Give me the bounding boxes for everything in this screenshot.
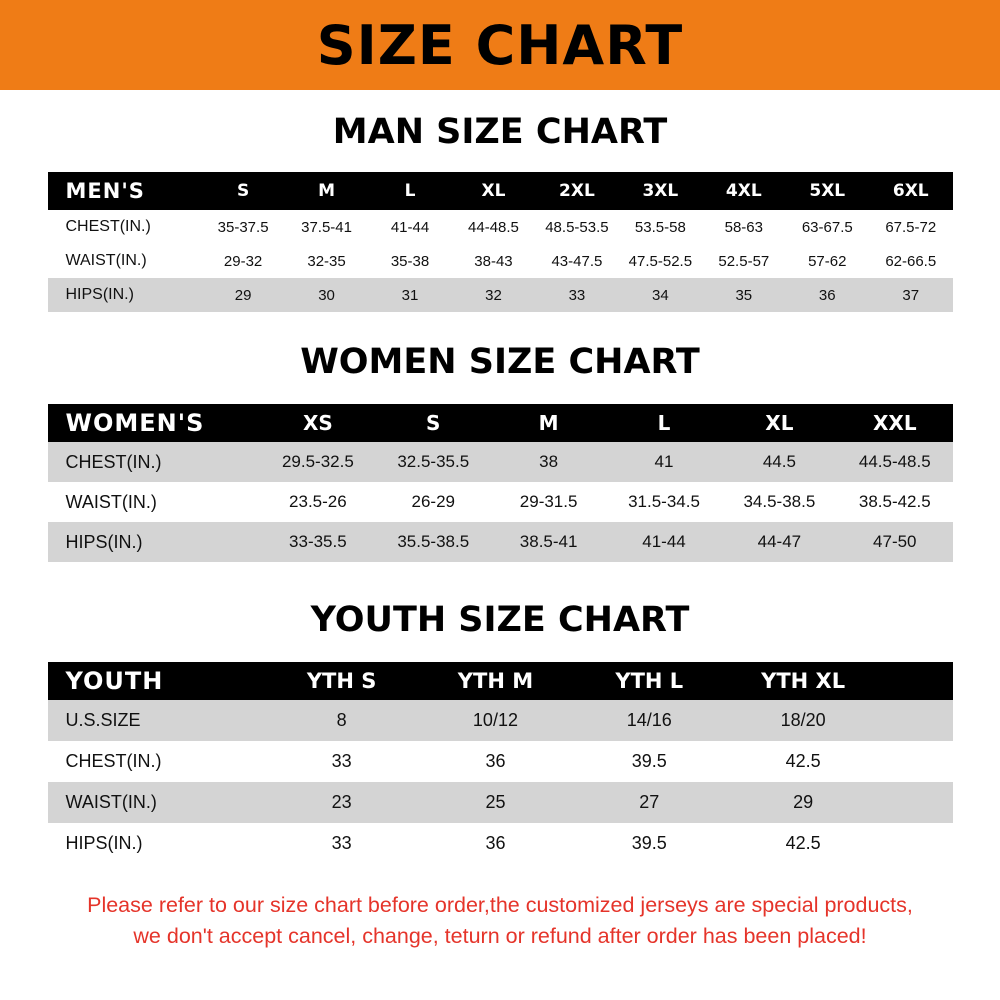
table-cell: 53.5-58 (619, 210, 702, 244)
women-size-table (48, 404, 953, 562)
page-title: SIZE CHART (316, 14, 684, 77)
table-header-row (48, 662, 953, 700)
table-cell: 29.5-32.5 (260, 442, 375, 482)
table-row (48, 210, 953, 244)
table-cell: 33 (535, 278, 618, 312)
youth-table-wrap (48, 662, 953, 864)
table-cell: 29-32 (201, 244, 284, 278)
table-cell: 30 (285, 278, 368, 312)
table-cell: 29 (726, 782, 880, 823)
table-cell-spacer (880, 782, 952, 823)
table-cell: 44.5 (722, 442, 837, 482)
table-cell: 44-47 (722, 522, 837, 562)
table-row (48, 278, 953, 312)
table-cell: 67.5-72 (869, 210, 953, 244)
table-cell-spacer (880, 741, 952, 782)
man-size-table (48, 172, 953, 312)
footer-note-line-2: we don't accept cancel, change, teturn or refund after order has been placed! (133, 923, 867, 948)
women-col-header: M (491, 404, 606, 442)
youth-row-label: WAIST(IN.) (48, 782, 265, 823)
youth-section-title: YOUTH SIZE CHART (310, 600, 690, 640)
man-col-header: M (285, 172, 368, 210)
table-cell: 8 (265, 700, 419, 741)
table-cell: 33-35.5 (260, 522, 375, 562)
women-row-label: HIPS(IN.) (48, 522, 261, 562)
table-cell: 34 (619, 278, 702, 312)
man-col-header: 5XL (786, 172, 869, 210)
table-cell: 32 (452, 278, 535, 312)
table-cell: 36 (786, 278, 869, 312)
women-row-label: CHEST(IN.) (48, 442, 261, 482)
table-row (48, 823, 953, 864)
table-row (48, 482, 953, 522)
man-col-header: 4XL (702, 172, 785, 210)
women-col-header: L (606, 404, 721, 442)
table-cell: 63-67.5 (786, 210, 869, 244)
women-section-title: WOMEN SIZE CHART (300, 342, 700, 382)
table-cell: 38.5-42.5 (837, 482, 952, 522)
man-col-header: XL (452, 172, 535, 210)
man-header-label: MEN'S (48, 172, 202, 210)
footer-note (30, 890, 970, 951)
man-row-label: CHEST(IN.) (48, 210, 202, 244)
man-col-header: S (201, 172, 284, 210)
table-cell: 34.5-38.5 (722, 482, 837, 522)
women-table-wrap (48, 404, 953, 562)
table-cell: 33 (265, 741, 419, 782)
table-cell: 44.5-48.5 (837, 442, 952, 482)
youth-row-label: CHEST(IN.) (48, 741, 265, 782)
table-row (48, 522, 953, 562)
table-cell: 23.5-26 (260, 482, 375, 522)
table-header-row (48, 404, 953, 442)
table-cell: 39.5 (572, 741, 726, 782)
table-cell-spacer (880, 700, 952, 741)
table-cell: 29-31.5 (491, 482, 606, 522)
women-row-label: WAIST(IN.) (48, 482, 261, 522)
youth-col-header: YTH M (419, 662, 573, 700)
table-cell: 62-66.5 (869, 244, 953, 278)
man-row-label: WAIST(IN.) (48, 244, 202, 278)
youth-col-header: YTH XL (726, 662, 880, 700)
table-row (48, 741, 953, 782)
youth-header-label: YOUTH (48, 662, 265, 700)
table-cell: 38 (491, 442, 606, 482)
table-cell-spacer (880, 823, 952, 864)
table-cell: 27 (572, 782, 726, 823)
table-cell: 35-38 (368, 244, 451, 278)
table-row (48, 442, 953, 482)
table-cell: 43-47.5 (535, 244, 618, 278)
table-cell: 42.5 (726, 823, 880, 864)
table-cell: 52.5-57 (702, 244, 785, 278)
man-section-title: MAN SIZE CHART (332, 112, 668, 152)
table-cell: 23 (265, 782, 419, 823)
table-cell: 32.5-35.5 (376, 442, 491, 482)
table-cell: 35.5-38.5 (376, 522, 491, 562)
table-cell: 41-44 (606, 522, 721, 562)
table-cell: 36 (419, 823, 573, 864)
table-cell: 48.5-53.5 (535, 210, 618, 244)
table-cell: 38-43 (452, 244, 535, 278)
youth-col-header: YTH S (265, 662, 419, 700)
table-cell: 37 (869, 278, 953, 312)
women-col-header: XXL (837, 404, 952, 442)
table-cell: 47-50 (837, 522, 952, 562)
women-col-header: XL (722, 404, 837, 442)
page-banner (0, 0, 1000, 90)
table-row (48, 244, 953, 278)
table-cell: 37.5-41 (285, 210, 368, 244)
table-row (48, 782, 953, 823)
table-header-row (48, 172, 953, 210)
table-cell: 32-35 (285, 244, 368, 278)
table-cell: 58-63 (702, 210, 785, 244)
table-cell: 31.5-34.5 (606, 482, 721, 522)
table-cell: 42.5 (726, 741, 880, 782)
man-col-header: 3XL (619, 172, 702, 210)
man-table-wrap (48, 172, 953, 312)
table-cell: 25 (419, 782, 573, 823)
table-cell: 44-48.5 (452, 210, 535, 244)
man-col-header: 6XL (869, 172, 953, 210)
table-cell: 38.5-41 (491, 522, 606, 562)
man-col-header: L (368, 172, 451, 210)
table-cell: 26-29 (376, 482, 491, 522)
table-cell: 47.5-52.5 (619, 244, 702, 278)
table-cell: 33 (265, 823, 419, 864)
footer-note-line-1: Please refer to our size chart before order,the customized jerseys are special products, (87, 893, 913, 917)
youth-col-header-spacer (880, 662, 952, 700)
table-cell: 14/16 (572, 700, 726, 741)
table-cell: 39.5 (572, 823, 726, 864)
youth-col-header: YTH L (572, 662, 726, 700)
youth-size-table (48, 662, 953, 864)
table-cell: 57-62 (786, 244, 869, 278)
table-cell: 35-37.5 (201, 210, 284, 244)
women-col-header: XS (260, 404, 375, 442)
man-row-label: HIPS(IN.) (48, 278, 202, 312)
youth-row-label: U.S.SIZE (48, 700, 265, 741)
table-cell: 41 (606, 442, 721, 482)
table-cell: 35 (702, 278, 785, 312)
table-cell: 18/20 (726, 700, 880, 741)
table-cell: 36 (419, 741, 573, 782)
women-header-label: WOMEN'S (48, 404, 261, 442)
table-row (48, 700, 953, 741)
table-cell: 10/12 (419, 700, 573, 741)
table-cell: 29 (201, 278, 284, 312)
youth-row-label: HIPS(IN.) (48, 823, 265, 864)
table-cell: 41-44 (368, 210, 451, 244)
women-col-header: S (376, 404, 491, 442)
man-col-header: 2XL (535, 172, 618, 210)
table-cell: 31 (368, 278, 451, 312)
